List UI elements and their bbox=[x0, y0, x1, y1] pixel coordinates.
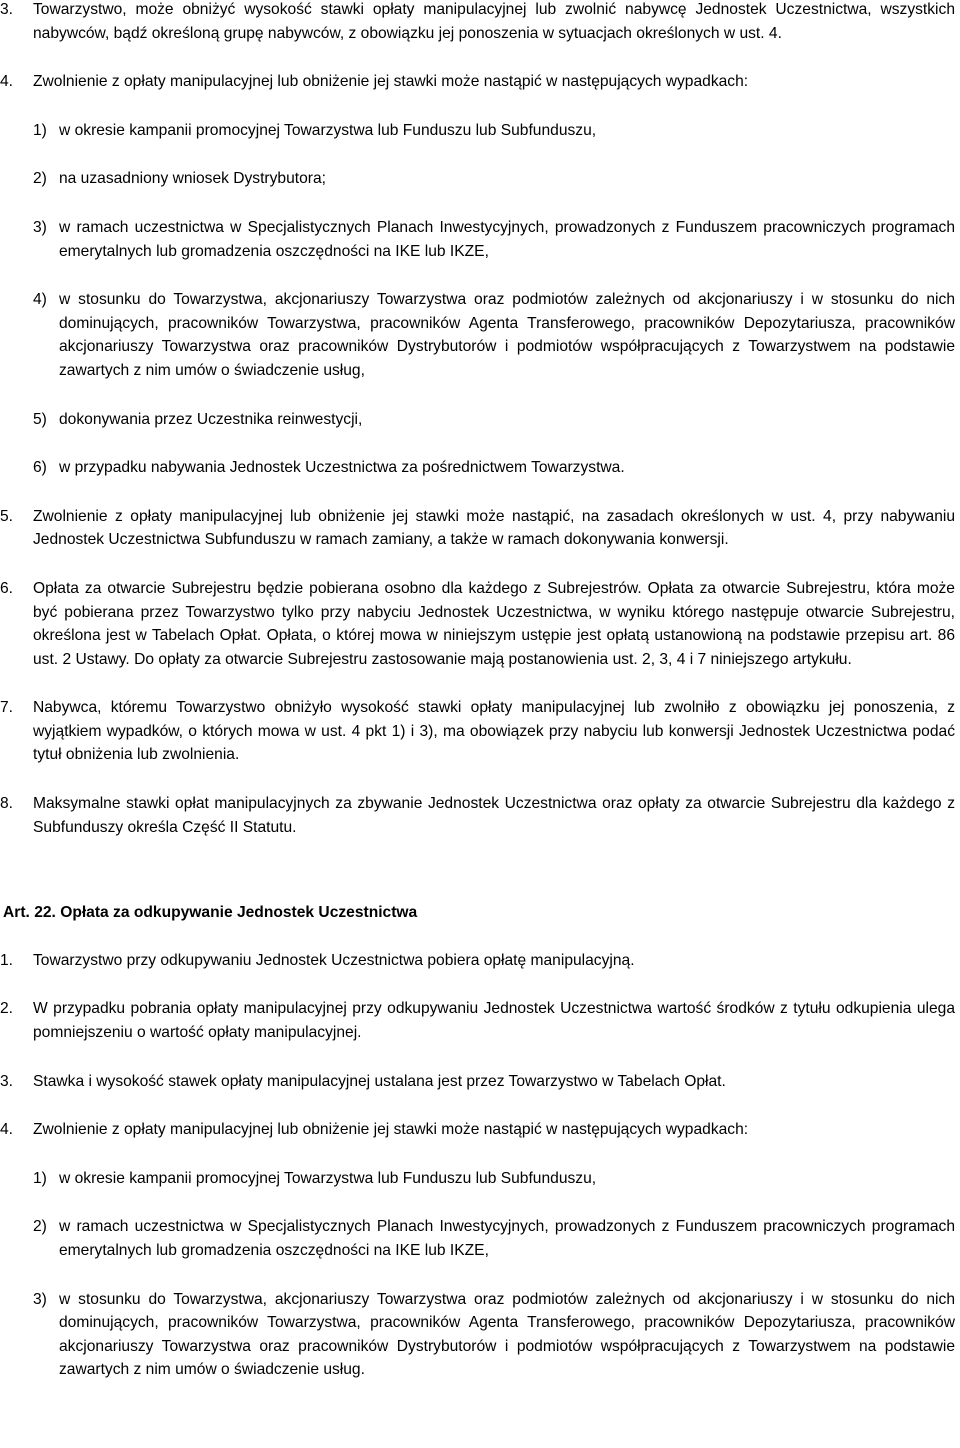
paragraph-number: 7. bbox=[0, 699, 14, 717]
paragraph-number: 4. bbox=[0, 73, 14, 91]
paragraph-number: 8. bbox=[0, 795, 14, 813]
list-item-number: 1) bbox=[33, 121, 47, 139]
paragraph-text: Zwolnienie z opłaty manipulacyjnej lub obniżenie jej stawki może nastąpić w następujących wypadkach: bbox=[33, 1121, 749, 1139]
list-item-4 bbox=[0, 288, 955, 382]
article-paragraph-1 bbox=[0, 949, 955, 973]
paragraph-3 bbox=[0, 0, 955, 45]
article-paragraph-2 bbox=[0, 997, 955, 1044]
paragraph-text: Nabywca, któremu Towarzystwo obniżyło wysokość stawki opłaty manipulacyjnej lub zwolniło z obowiązku jej ponoszenia, z wyjątkiem wypadków, o których mowa w ust. 4 pkt 1) i 3), ma obowiązek przy nabyciu lub konwersji Jednostek Uczestnictwa podać tytuł obniżenia lub zwolnienia. bbox=[33, 699, 955, 764]
paragraph-text: Towarzystwo, może obniżyć wysokość stawki opłaty manipulacyjnej lub zwolnić nabywcę Jednostek Uczestnictwa, wszystkich nabywców, bądź określoną grupę nabywców, z obowiązku jej ponoszenia w sytuacjach określonych w ust. 4. bbox=[33, 1, 955, 42]
list-item-number: 3) bbox=[33, 1290, 47, 1308]
paragraph-text: Zwolnienie z opłaty manipulacyjnej lub obniżenie jej stawki może nastąpić, na zasadach określonych w ust. 4, przy nabywaniu Jednostek Uczestnictwa Subfunduszu w ramach zamiany, a także w ramach dokonywania konwersji. bbox=[33, 507, 955, 549]
list-item-text: w przypadku nabywania Jednostek Uczestnictwa za pośrednictwem Towarzystwa. bbox=[59, 459, 625, 477]
paragraph-4 bbox=[0, 70, 955, 94]
paragraph-6 bbox=[0, 577, 955, 671]
list-item-2 bbox=[0, 167, 955, 191]
paragraph-number: 5. bbox=[0, 507, 14, 525]
list-item-5 bbox=[0, 408, 955, 432]
list-item-text: w okresie kampanii promocyjnej Towarzystwa lub Funduszu lub Subfunduszu, bbox=[59, 121, 597, 139]
paragraph-number: 6. bbox=[0, 579, 14, 597]
list-item-number: 6) bbox=[33, 459, 47, 477]
list-item-text: w okresie kampanii promocyjnej Towarzystwa lub Funduszu lub Subfunduszu, bbox=[59, 1169, 597, 1187]
list-item-number: 2) bbox=[33, 170, 47, 188]
list-item-text: w ramach uczestnictwa w Specjalistycznych Planach Inwestycyjnych, prowadzonych z Funduszem pracowniczych programach emerytalnych lub gromadzenia oszczędności na IKE lub IKZE, bbox=[59, 1218, 955, 1259]
paragraph-number: 3. bbox=[0, 1, 14, 18]
list-item-text: na uzasadniony wniosek Dystrybutora; bbox=[59, 170, 326, 188]
list-item-6 bbox=[0, 456, 955, 480]
list-item-number: 4) bbox=[33, 291, 47, 309]
list-item-number: 2) bbox=[33, 1218, 47, 1236]
paragraph-text: Maksymalne stawki opłat manipulacyjnych za zbywanie Jednostek Uczestnictwa oraz opłaty za otwarcie Subrejestru dla każdego z Subfunduszy określa Część II Statutu. bbox=[33, 795, 955, 836]
paragraph-8 bbox=[0, 792, 955, 839]
article-paragraph-4 bbox=[0, 1118, 955, 1142]
list-item-number: 5) bbox=[33, 410, 47, 428]
paragraph-7 bbox=[0, 696, 955, 767]
paragraph-text: W przypadku pobrania opłaty manipulacyjnej przy odkupywaniu Jednostek Uczestnictwa wartość środków z tytułu odkupienia ulega pomniejszeniu o wartość opłaty manipulacyjnej. bbox=[33, 1000, 955, 1042]
article-list-item-3 bbox=[0, 1288, 955, 1382]
paragraph-text: Stawka i wysokość stawek opłaty manipulacyjnej ustalana jest przez Towarzystwo w Tabelach Opłat. bbox=[33, 1072, 726, 1090]
list-item-text: w stosunku do Towarzystwa, akcjonariuszy Towarzystwa oraz podmiotów zależnych od akcjonariuszy i w stosunku do nich dominujących, pracowników Towarzystwa, pracowników Agenta Transferowego, pracowników Depozytariusza, pracowników akcjonariuszy Towarzystwa oraz pracowników Dystrybutorów i podmiotów współpracujących z Towarzystwem na podstawie zawartych z nim umów o świadczenie usług, bbox=[59, 291, 955, 379]
article-list-item-2 bbox=[0, 1215, 955, 1262]
list-item-number: 1) bbox=[33, 1169, 47, 1187]
paragraph-number: 4. bbox=[0, 1121, 14, 1139]
article-22-section bbox=[0, 901, 955, 1382]
list-item-text: w ramach uczestnictwa w Specjalistycznych Planach Inwestycyjnych, prowadzonych z Funduszem pracowniczych programach emerytalnych lub gromadzenia oszczędności na IKE lub IKZE, bbox=[59, 218, 955, 260]
list-item-1 bbox=[0, 119, 955, 143]
list-item-text: dokonywania przez Uczestnika reinwestycji, bbox=[59, 410, 363, 428]
paragraph-number: 2. bbox=[0, 1000, 14, 1018]
article-list-item-1 bbox=[0, 1167, 955, 1191]
paragraph-text: Towarzystwo przy odkupywaniu Jednostek Uczestnictwa pobiera opłatę manipulacyjną. bbox=[33, 951, 635, 969]
paragraph-number: 1. bbox=[0, 951, 14, 969]
list-item-text: w stosunku do Towarzystwa, akcjonariuszy Towarzystwa oraz podmiotów zależnych od akcjonariuszy i w stosunku do nich dominujących, pracowników Towarzystwa, pracowników Agenta Transferowego, pracowników Depozytariusza, pracowników akcjonariuszy Towarzystwa oraz pracowników Dystrybutorów i podmiotów współpracujących z Towarzystwem na podstawie zawartych z nim umów o świadczenie usług. bbox=[59, 1290, 955, 1379]
paragraph-5 bbox=[0, 505, 955, 552]
article-paragraph-3 bbox=[0, 1070, 955, 1094]
list-item-number: 3) bbox=[33, 218, 47, 236]
list-item-3 bbox=[0, 216, 955, 263]
paragraph-text: Zwolnienie z opłaty manipulacyjnej lub obniżenie jej stawki może nastąpić w następujących wypadkach: bbox=[33, 73, 749, 91]
paragraph-number: 3. bbox=[0, 1072, 14, 1090]
article-heading: Art. 22. Opłata za odkupywanie Jednostek Uczestnictwa bbox=[3, 904, 418, 922]
paragraph-text: Opłata za otwarcie Subrejestru będzie pobierana osobno dla każdego z Subrejestrów. Opłata za otwarcie Subrejestru, która może być pobierana przez Towarzystwo tylko przy nabyciu Jednostek Uczestnictwa, w wyniku którego następuje otwarcie Subrejestru, określona jest w Tabelach Opłat. Opłata, o której mowa w niniejszym ustępie jest opłatą ustanowioną na podstawie przepisu art. 86 ust. 2 Ustawy. Do opłaty za otwarcie Subrejestru zastosowanie mają postanowienia ust. 2, 3, 4 i 7 niniejszego artykułu. bbox=[33, 579, 955, 668]
